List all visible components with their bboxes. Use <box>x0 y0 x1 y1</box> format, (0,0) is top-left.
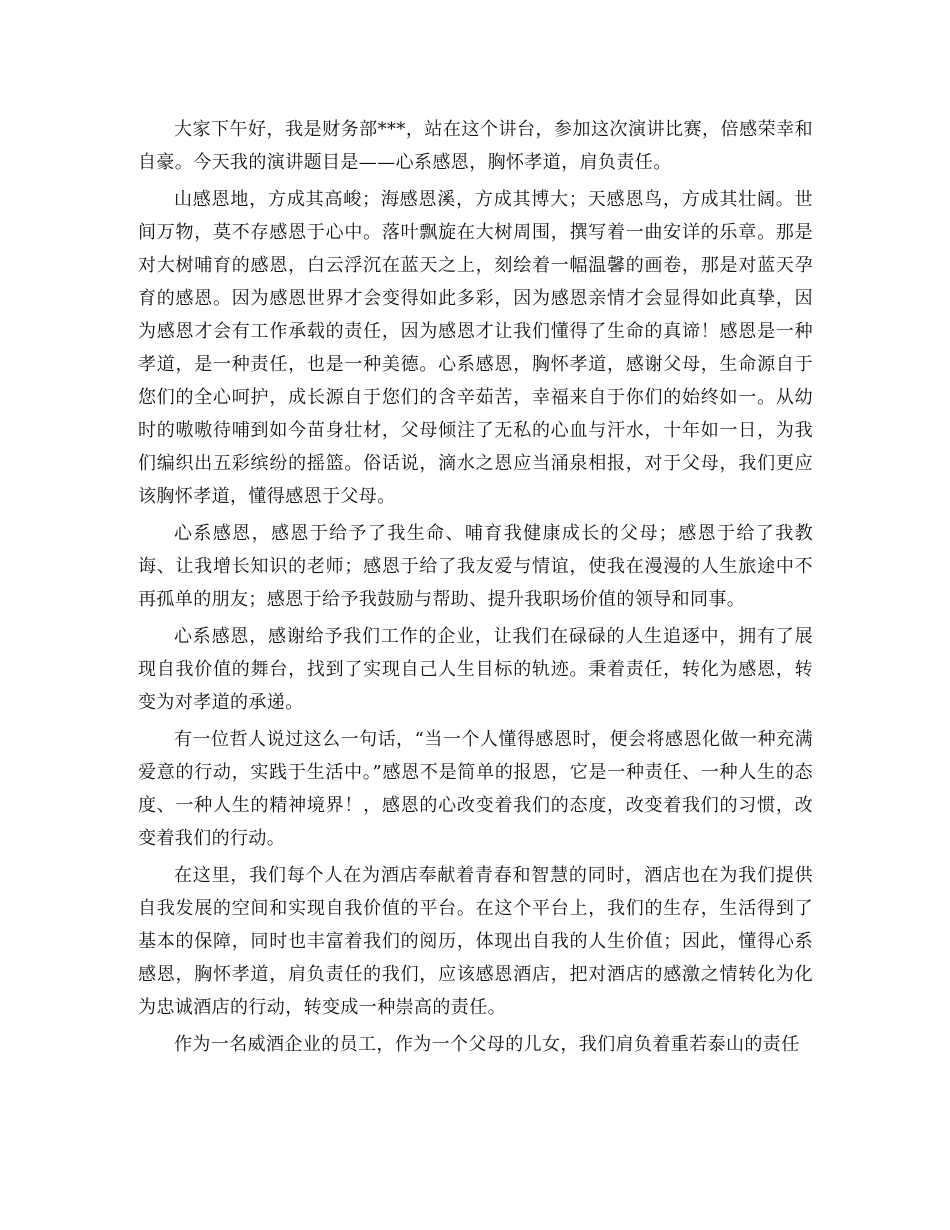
paragraph-gratitude-company: 心系感恩，感谢给予我们工作的企业，让我们在碌碌的人生追逐中，拥有了展现自我价值的舞台，找到了实现自己人生目标的轨迹。秉着责任，转化为感恩，转变为对孝道的承递。 <box>138 626 813 713</box>
paragraph-greeting: 大家下午好，我是财务部***，站在这个讲台，参加这次演讲比赛，倍感荣幸和自豪。今天我的演讲题目是——心系感恩，胸怀孝道，肩负责任。 <box>138 119 813 173</box>
paragraph-gratitude-people: 心系感恩，感恩于给予了我生命、哺育我健康成长的父母；感恩于给了我教诲、让我增长知识的老师；感恩于给了我友爱与情谊，使我在漫漫的人生旅途中不再孤单的朋友；感恩于给予我鼓励与帮助、提升我职场价值的领导和同事。 <box>138 523 813 610</box>
paragraph-philosopher-quote: 有一位哲人说过这么一句话，“当一个人懂得感恩时，便会将感恩化做一种充满爱意的行动，实践于生活中。”感恩不是简单的报恩，它是一种责任、一种人生的态度、一种人生的精神境界！，感恩的心改变着我们的态度，改变着我们的习惯，改变着我们的行动。 <box>138 729 813 849</box>
document-body <box>138 113 813 1065</box>
paragraph-gratitude-nature: 山感恩地，方成其高峻；海感恩溪，方成其博大；天感恩鸟，方成其壮阔。世间万物，莫不存感恩于心中。落叶飘旋在大树周围，撰写着一曲安详的乐章。那是对大树哺育的感恩，白云浮沉在蓝天之上，刻绘着一幅温馨的画卷，那是对蓝天孕育的感恩。因为感恩世界才会变得如此多彩，因为感恩亲情才会显得如此真挚，因为感恩才会有工作承载的责任，因为感恩才让我们懂得了生命的真谛！感恩是一种孝道，是一种责任，也是一种美德。心系感恩，胸怀孝道，感谢父母，生命源自于您们的全心呵护，成长源自于您们的含辛茹苦，幸福来自于你们的始终如一。从幼时的嗷嗷待哺到如今苗身壮材，父母倾注了无私的心血与汗水，十年如一日，为我们编织出五彩缤纷的摇篮。俗话说，滴水之恩应当涌泉相报，对于父母，我们更应该胸怀孝道，懂得感恩于父母。 <box>138 189 813 507</box>
paragraph-responsibility: 作为一名威酒企业的员工，作为一个父母的儿女，我们肩负着重若泰山的责任 <box>174 1034 800 1055</box>
paragraph-hotel-platform: 在这里，我们每个人在为酒店奉献着青春和智慧的同时，酒店也在为我们提供自我发展的空间和实现自我价值的平台。在这个平台上，我们的生存，生活得到了基本的保障，同时也丰富着我们的阅历，体现出自我的人生价值；因此，懂得心系感恩，胸怀孝道，肩负责任的我们，应该感恩酒店，把对酒店的感激之情转化为化为忠诚酒店的行动，转变成一种崇高的责任。 <box>138 865 813 1018</box>
